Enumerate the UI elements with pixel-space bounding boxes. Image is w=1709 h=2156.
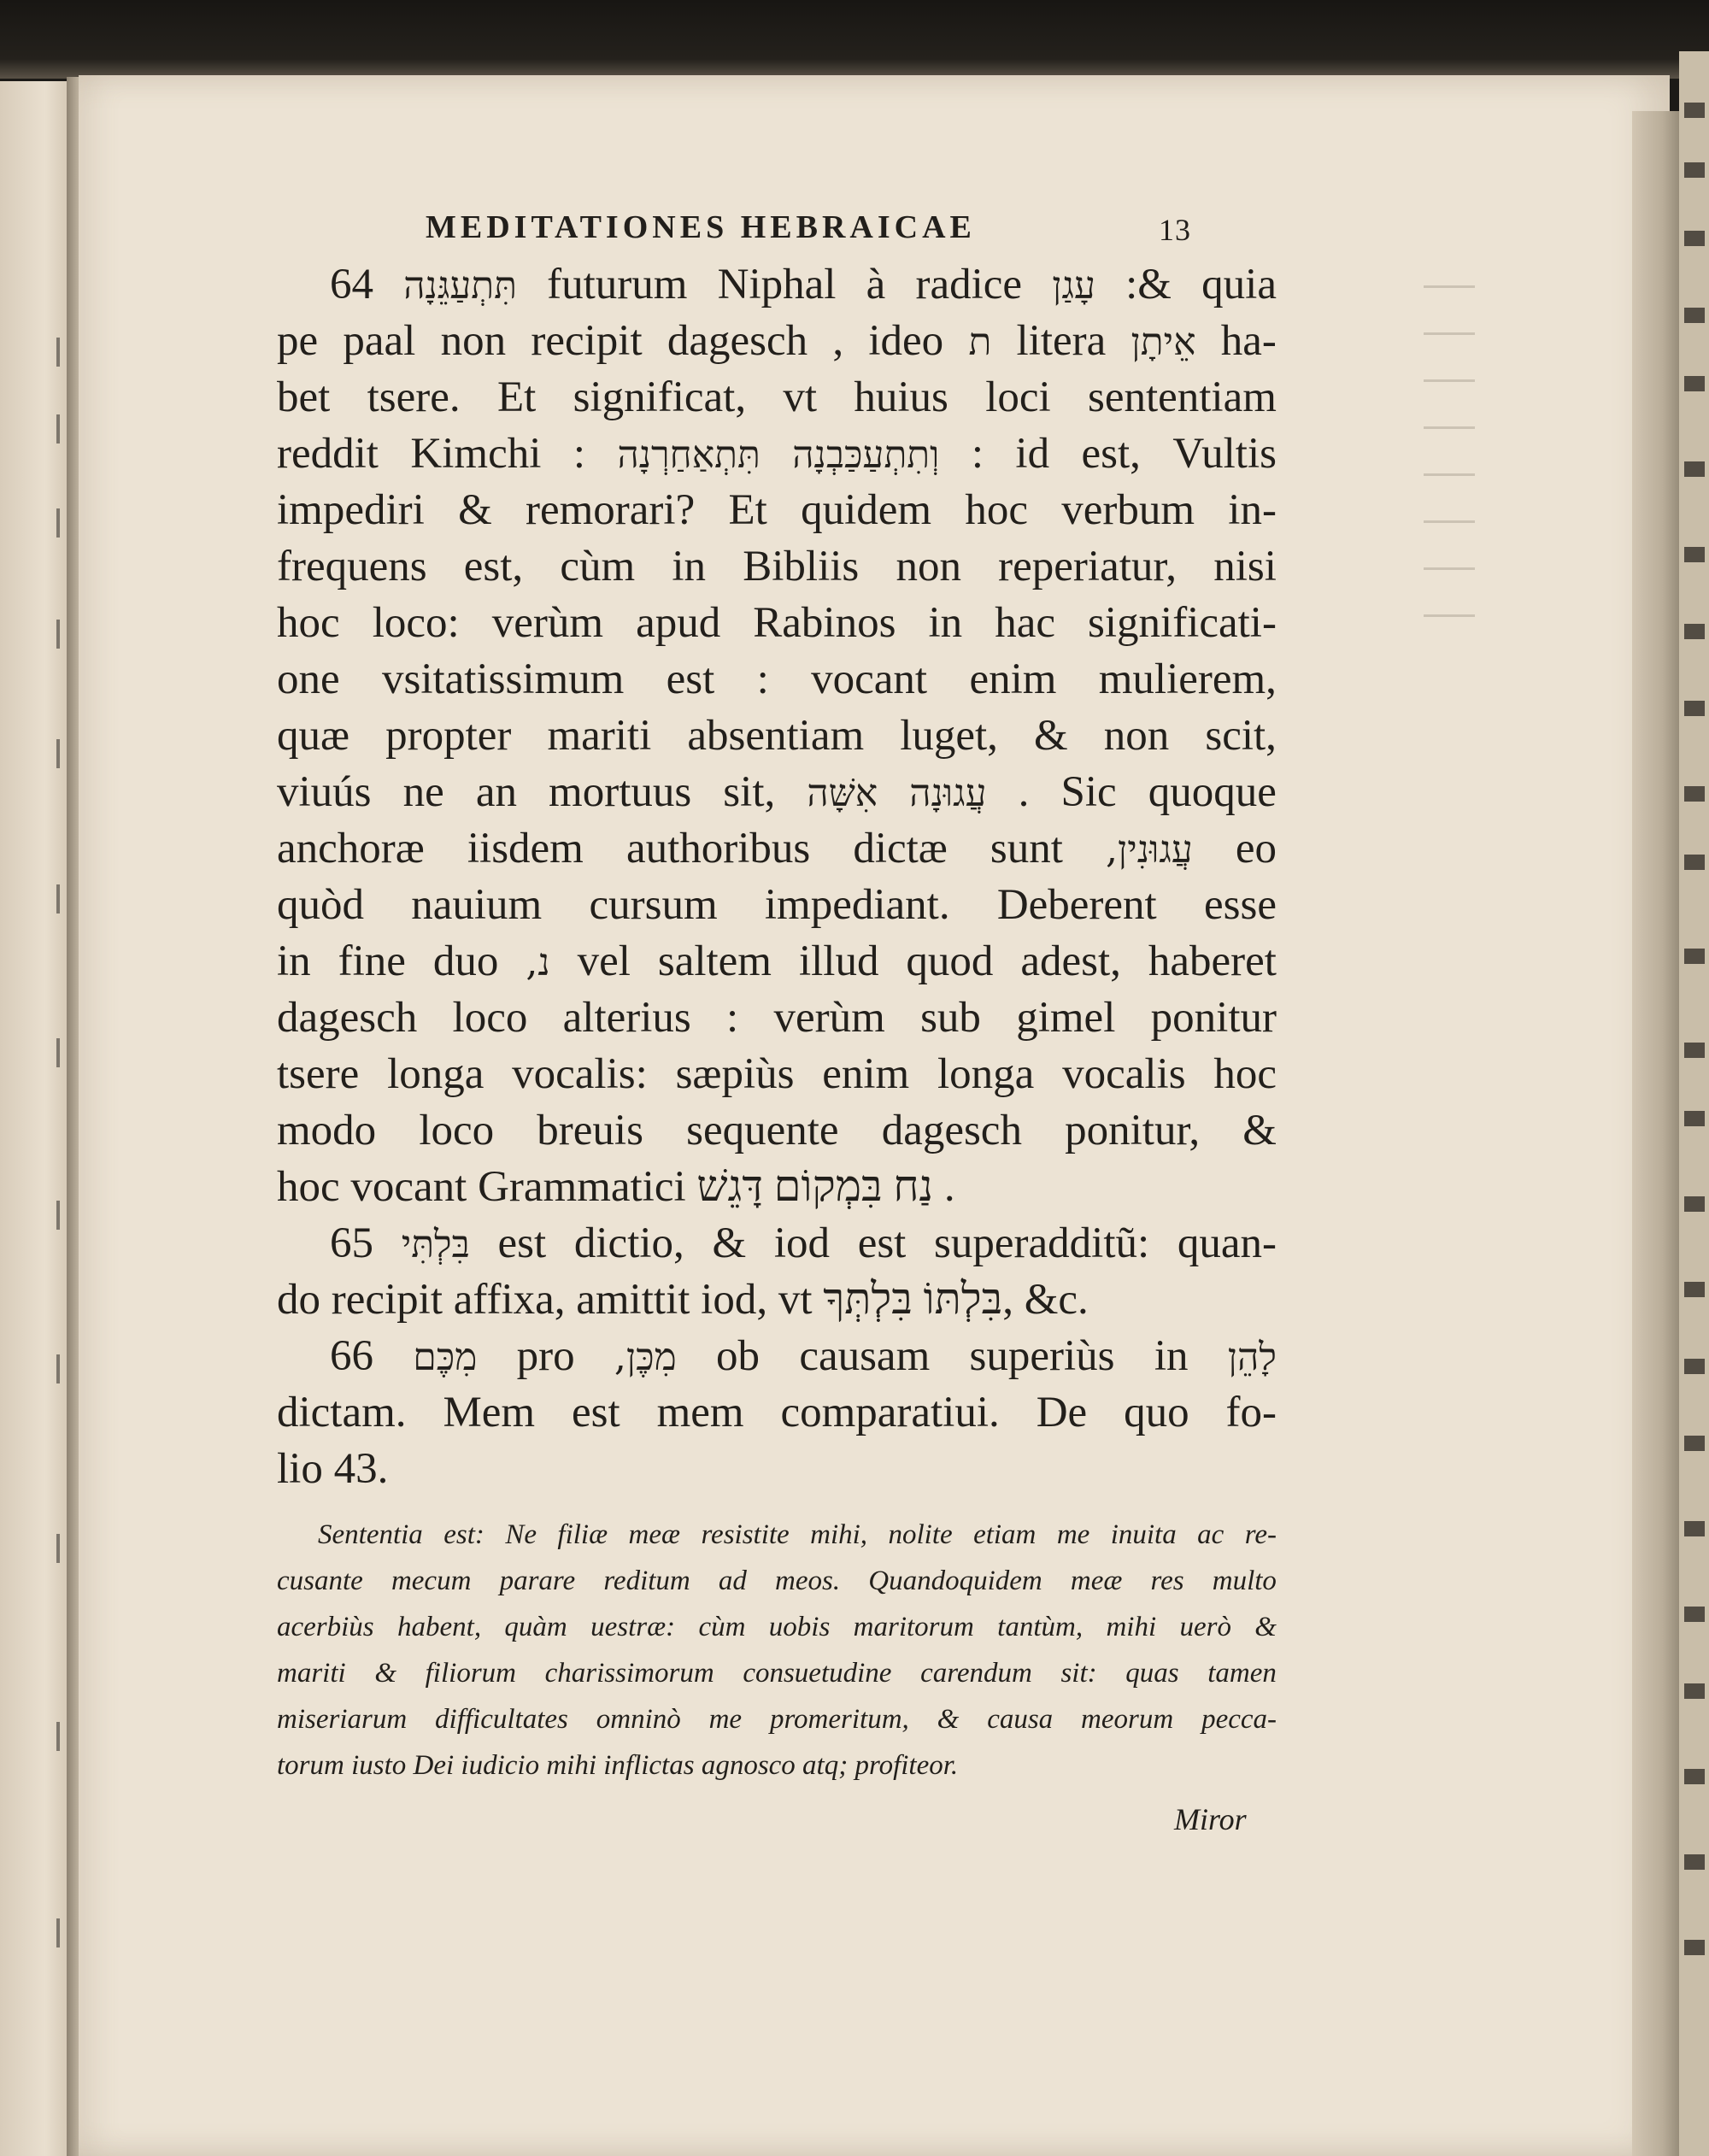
- body-line: hoc vocant Grammatici נַח בִּמְקוֹם דָּגֵשׁ .: [277, 1163, 955, 1211]
- show-through-marks: [1424, 256, 1475, 632]
- body-line: quæ propter mariti absentiam luget, & non scit,: [277, 712, 1277, 760]
- adjacent-book-spine: [1679, 51, 1709, 2156]
- scan-background: [0, 0, 1709, 79]
- body-line: viuús ne an mortuus sit, אִשָּׁה עֲגוּנָה . Sic quoque: [277, 768, 1277, 816]
- body-line: 64 תִּתְעַגֵּנָה futurum Niphal à radice עָגַן :& quia: [330, 261, 1277, 308]
- body-line: in fine duo נ, vel saltem illud quod adest, haberet: [277, 937, 1277, 985]
- body-line: one vsitatissimum est : vocant enim mulierem,: [277, 655, 1277, 703]
- body-line: dagesch loco alterius : verùm sub gimel ponitur: [277, 994, 1277, 1042]
- note-line: miseriarum difficultates omninò me promeritum, & causa meorum pecca-: [277, 1704, 1277, 1735]
- body-line: modo loco breuis sequente dagesch ponitur, &: [277, 1107, 1277, 1154]
- note-line: cusante mecum parare reditum ad meos. Quandoquidem meæ res multo: [277, 1566, 1277, 1596]
- note-line: torum iusto Dei iudicio mihi inflictas agnosco atq; profiteor.: [277, 1750, 959, 1781]
- running-head: [277, 209, 1277, 260]
- body-line: frequens est, cùm in Bibliis non reperiatur, nisi: [277, 543, 1277, 590]
- body-line: bet tsere. Et significat, vt huius loci sententiam: [277, 373, 1277, 421]
- marginal-note-block: [277, 1519, 1277, 1848]
- body-line: reddit Kimchi : תִּתְאַחַרְנָה וְתִתְעַכַּבְנָה : id est, Vultis: [277, 430, 1277, 478]
- body-line: quòd nauium cursum impediant. Deberent esse: [277, 881, 1277, 929]
- note-line: mariti & filiorum charissimorum consuetudine carendum sit: quas tamen: [277, 1658, 1277, 1689]
- body-line: pe paal non recipit dagesch , ideo ת litera אֵיתָן ha-: [277, 317, 1277, 365]
- body-line: 66 מִכֶּם pro מִכֶּן, ob causam superiùs in לָהֵן: [330, 1332, 1277, 1380]
- body-line: lio 43.: [277, 1445, 389, 1493]
- note-line: Sententia est: Ne filiæ meæ resistite mihi, nolite etiam me inuita ac re-: [318, 1519, 1277, 1550]
- catchword: Miror: [1174, 1802, 1247, 1836]
- page-number: 13: [1159, 213, 1191, 247]
- page-text-block: [277, 209, 1277, 1848]
- body-line: dictam. Mem est mem comparatiui. De quo fo-: [277, 1389, 1277, 1436]
- note-line: acerbiùs habent, quàm uestræ: cùm uobis maritorum tantùm, mihi uerò &: [277, 1612, 1277, 1642]
- left-page-bleed-marks: [56, 338, 65, 2047]
- body-line: impediri & remorari? Et quidem hoc verbum in-: [277, 486, 1277, 534]
- body-line: tsere longa vocalis: sæpiùs enim longa vocalis hoc: [277, 1050, 1277, 1098]
- running-title: MEDITATIONES HEBRAICAE: [426, 209, 976, 245]
- body-line: do recipit affixa, amittit iod, vt בִּלְתּוֹ בִּלְתְּךָ, &c.: [277, 1276, 1089, 1324]
- body-line: anchoræ iisdem authoribus dictæ sunt עֲגוּנִין, eo: [277, 825, 1277, 872]
- page-fore-edge: [1632, 111, 1683, 2156]
- body-line: hoc loco: verùm apud Rabinos in hac significati-: [277, 599, 1277, 647]
- left-page-edge: [0, 81, 75, 2156]
- body-line: 65 בִּלְתִּי est dictio, & iod est superadditũ: quan-: [330, 1219, 1277, 1267]
